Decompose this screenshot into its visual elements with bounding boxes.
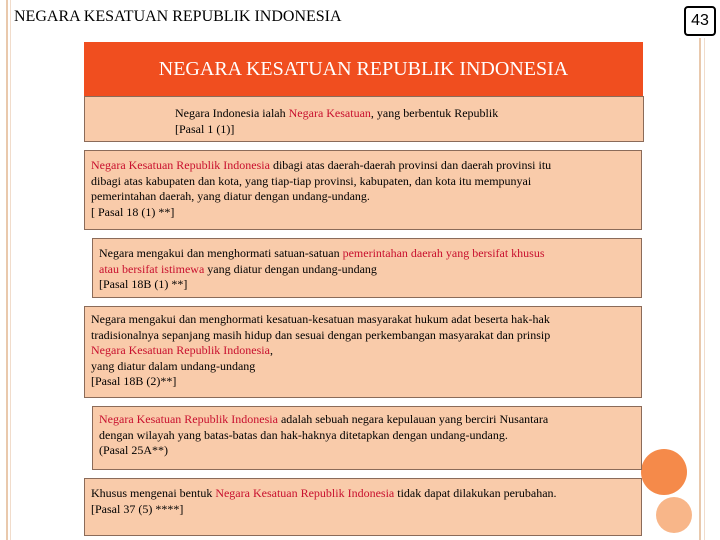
text-line bbox=[99, 412, 635, 428]
text-line bbox=[91, 158, 635, 174]
text-line bbox=[99, 428, 635, 444]
text-line bbox=[99, 277, 635, 293]
text-segment: [Pasal 37 (5) ****] bbox=[91, 501, 184, 516]
text-segment: Negara mengakui dan menghormati satuan-satuan bbox=[99, 246, 343, 260]
decorative-circle bbox=[641, 449, 687, 495]
highlighted-phrase: Negara Kesatuan Republik Indonesia bbox=[99, 412, 278, 426]
highlighted-phrase: pemerintahan daerah yang bersifat khusus bbox=[342, 246, 545, 260]
highlighted-phrase: Negara Kesatuan Republik Indonesia bbox=[91, 343, 270, 358]
text-segment: Negara Indonesia ialah bbox=[175, 106, 289, 120]
text-segment: , yang berbentuk Republik bbox=[370, 106, 499, 120]
left-decorative-rule-thin bbox=[10, 0, 11, 540]
text-block-pasal-25a bbox=[92, 406, 642, 470]
text-block-pasal-18-1 bbox=[84, 150, 642, 230]
text-line bbox=[99, 443, 635, 459]
text-line bbox=[91, 486, 635, 502]
text-line bbox=[99, 262, 635, 278]
text-line bbox=[91, 312, 635, 328]
text-segment: pemerintahan daerah, yang diatur dengan undang-undang. bbox=[91, 189, 370, 204]
text-segment: Negara mengakui dan menghormati kesatuan-kesatuan masyarakat hukum adat beserta hak-hak bbox=[91, 312, 550, 326]
text-line bbox=[91, 343, 635, 359]
text-block-pasal-1 bbox=[84, 96, 644, 142]
text-line bbox=[175, 106, 637, 122]
text-segment: [Pasal 18B (1) **] bbox=[99, 277, 188, 292]
text-line bbox=[91, 502, 635, 518]
highlighted-phrase: Negara Kesatuan bbox=[288, 106, 371, 120]
right-decorative-rule bbox=[699, 38, 701, 540]
text-segment: , bbox=[269, 343, 273, 358]
text-segment: tidak dapat dilakukan perubahan. bbox=[394, 486, 557, 500]
text-segment: adalah sebuah negara kepulauan yang berciri Nusantara bbox=[277, 412, 549, 426]
text-segment: Khusus mengenai bentuk bbox=[91, 486, 216, 500]
text-line bbox=[91, 189, 635, 205]
text-block-pasal-18b-1 bbox=[92, 238, 642, 298]
text-line bbox=[91, 174, 635, 190]
page-number-badge: 43 bbox=[684, 6, 716, 36]
text-line bbox=[99, 246, 635, 262]
text-segment: yang diatur dengan undang-undang bbox=[204, 261, 377, 276]
text-segment: dibagi atas daerah-daerah provinsi dan daerah provinsi itu bbox=[269, 158, 552, 172]
highlighted-phrase: atau bersifat istimewa bbox=[99, 261, 205, 276]
text-segment: dibagi atas kabupaten dan kota, yang tiap-tiap provinsi, kabupaten, dan kota itu mempunyai bbox=[91, 173, 532, 188]
text-segment: [Pasal 1 (1)] bbox=[175, 121, 235, 136]
right-decorative-rule-thin bbox=[704, 38, 705, 540]
highlighted-phrase: Negara Kesatuan Republik Indonesia bbox=[215, 486, 395, 500]
text-line bbox=[91, 359, 635, 375]
decorative-circle-small bbox=[656, 497, 692, 533]
text-line bbox=[91, 328, 635, 344]
text-block-pasal-18b-2 bbox=[84, 306, 642, 398]
text-line bbox=[91, 374, 635, 390]
text-segment: yang diatur dalam undang-undang bbox=[91, 358, 256, 373]
text-block-pasal-37-5 bbox=[84, 478, 642, 536]
slide-title: NEGARA KESATUAN REPUBLIK INDONESIA bbox=[14, 8, 342, 25]
text-segment: [Pasal 18B (2)**] bbox=[91, 374, 177, 389]
text-segment: [ Pasal 18 (1) **] bbox=[91, 204, 175, 219]
text-segment: dengan wilayah yang batas-batas dan hak-haknya ditetapkan dengan undang-undang. bbox=[99, 427, 508, 442]
highlighted-phrase: Negara Kesatuan Republik Indonesia bbox=[91, 158, 270, 172]
text-line bbox=[175, 122, 637, 138]
text-segment: (Pasal 25A**) bbox=[99, 443, 168, 458]
text-segment: tradisionalnya sepanjang masih hidup dan sesuai dengan perkembangan masyarakat dan prinsip bbox=[91, 327, 551, 342]
header-banner: NEGARA KESATUAN REPUBLIK INDONESIA bbox=[84, 42, 643, 96]
text-line bbox=[91, 205, 635, 221]
left-decorative-rule bbox=[6, 0, 8, 540]
